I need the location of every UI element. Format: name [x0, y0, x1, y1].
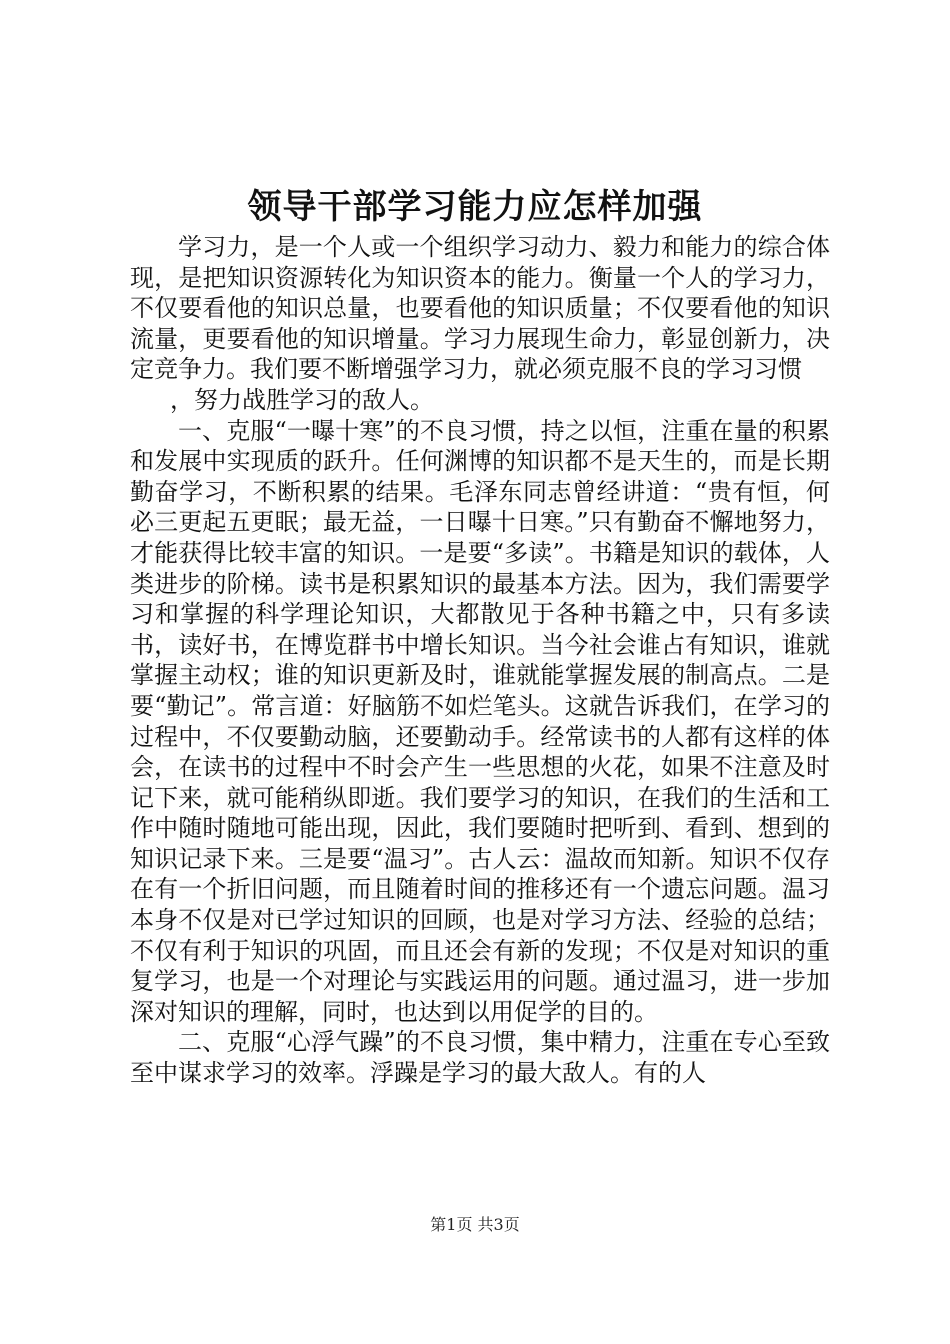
page-footer: 第1页 共3页: [430, 1215, 520, 1234]
paragraph-intro: 学习力，是一个人或一个组织学习动力、毅力和能力的综合体现，是把知识资源转化为知识资本的能力。衡量一个人的学习力，不仅要看他的知识总量，也要看他的知识质量；不仅要看他的知识流量，更要看他的知识增量。学习力展现生命力，彰显创新力，决定竞争力。我们要不断增强学习力，就必须克服不良的学习习惯: [130, 233, 830, 384]
paragraph-section-two: 二、克服“心浮气躁”的不良习惯，集中精力，注重在专心至致至中谋求学习的效率。浮躁是学习的最大敌人。有的人: [130, 1028, 830, 1088]
paragraph-intro-continuation: ，努力战胜学习的敌人。: [170, 385, 434, 414]
document-body: [130, 232, 830, 1089]
document-title: 领导干部学习能力应怎样加强: [247, 187, 703, 227]
paragraph-section-one: 一、克服“一曝十寒”的不良习惯，持之以恒，注重在量的积累和发展中实现质的跃升。任何渊博的知识都不是天生的，而是长期勤奋学习，不断积累的结果。毛泽东同志曾经讲道：“贵有恒，何必三更起五更眠；最无益，一日曝十日寒。”只有勤奋不懈地努力，才能获得比较丰富的知识。一是要“多读”。书籍是知识的载体，人类进步的阶梯。读书是积累知识的最基本方法。因为，我们需要学习和掌握的科学理论知识，大都散见于各种书籍之中，只有多读书，读好书，在博览群书中增长知识。当今社会谁占有知识，谁就掌握主动权；谁的知识更新及时，谁就能掌握发展的制高点。二是要“勤记”。常言道：好脑筋不如烂笔头。这就告诉我们，在学习的过程中，不仅要勤动脑，还要勤动手。经常读书的人都有这样的体会，在读书的过程中不时会产生一些思想的火花，如果不注意及时记下来，就可能稍纵即逝。我们要学习的知识，在我们的生活和工作中随时随地可能出现，因此，我们要随时把听到、看到、想到的知识记录下来。三是要“温习”。古人云：温故而知新。知识不仅存在有一个折旧问题，而且随着时间的推移还有一个遗忘问题。温习本身不仅是对已学过知识的回顾，也是对学习方法、经验的总结；不仅有利于知识的巩固，而且还会有新的发现；不仅是对知识的重复学习，也是一个对理论与实践运用的问题。通过温习，进一步加深对知识的理解，同时，也达到以用促学的目的。: [130, 416, 830, 1026]
